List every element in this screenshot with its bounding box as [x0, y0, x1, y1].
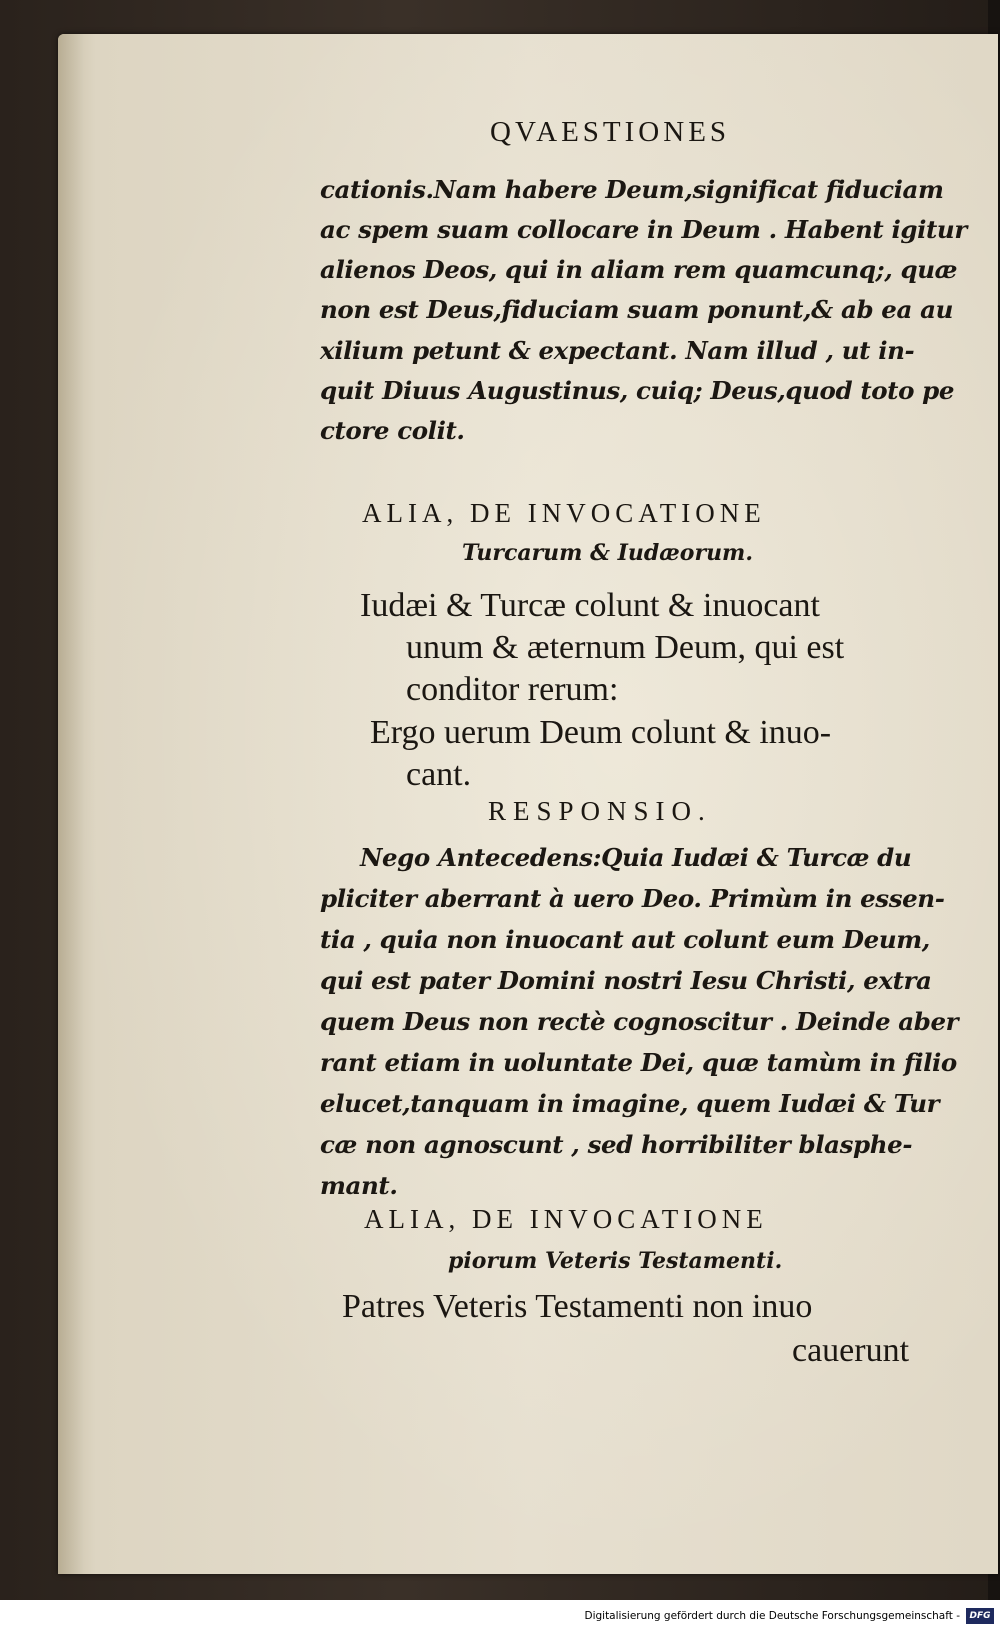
argument-line: unum & æternum Deum, qui est	[406, 629, 845, 666]
text-line: qui est pater Domini nostri Iesu Christi, extra	[320, 966, 932, 995]
argument-line: Iudæi & Turcæ colunt & inuocant	[360, 587, 820, 624]
argument-line: conditor rerum:	[406, 671, 619, 708]
section-title: ALIA, DE INVOCATIONE	[364, 1204, 768, 1234]
text-line: ctore colit.	[320, 416, 465, 445]
responsio-heading: RESPONSIO.	[488, 796, 712, 826]
text-line: rant etiam in uoluntate Dei, quæ tamùm in filio	[320, 1048, 957, 1077]
text-line: tia , quia non inuocant aut colunt eum Deum,	[320, 925, 930, 954]
running-title: QVAESTIONES	[490, 116, 731, 148]
text-line: ac spem suam collocare in Deum . Habent igitur	[320, 215, 967, 244]
section-title: ALIA, DE INVOCATIONE	[362, 498, 766, 528]
catchword: cauerunt	[792, 1332, 910, 1369]
text-line: elucet,tanquam in imagine, quem Iudæi & Tur	[320, 1089, 940, 1118]
dfg-logo-icon: DFG	[966, 1608, 994, 1624]
text-line: Nego Antecedens:Quia Iudæi & Turcæ du	[360, 843, 912, 872]
text-line: cæ non agnoscunt , sed horribiliter blasphe-	[320, 1130, 913, 1159]
text-line: non est Deus,fiduciam suam ponunt,& ab ea au	[320, 295, 953, 324]
text-line: quem Deus non rectè cognoscitur . Deinde aber	[320, 1007, 959, 1036]
argument-line: Ergo uerum Deum colunt & inuo-	[370, 714, 832, 751]
footer-bar	[0, 1600, 1000, 1634]
argument-line: Patres Veteris Testamenti non inuo	[342, 1288, 813, 1325]
text-line: pliciter aberrant à uero Deo. Primùm in essen-	[320, 884, 945, 913]
argument-line: cant.	[406, 756, 472, 793]
text-line: cationis.Nam habere Deum,significat fiduciam	[320, 175, 944, 204]
section-subtitle: Turcarum & Iudæorum.	[462, 540, 753, 566]
text-line: quit Diuus Augustinus, cuiq; Deus,quod toto pe	[320, 376, 955, 405]
footer-credit: Digitalisierung gefördert durch die Deutsche Forschungsgemeinschaft -	[584, 1610, 960, 1622]
section-subtitle: piorum Veteris Testamenti.	[448, 1248, 783, 1274]
page-gutter	[58, 34, 84, 1574]
text-line: mant.	[320, 1171, 398, 1200]
text-line: alienos Deos, qui in aliam rem quamcunq;, quæ	[320, 255, 958, 284]
text-line: xilium petunt & expectant. Nam illud , ut in-	[320, 336, 915, 365]
